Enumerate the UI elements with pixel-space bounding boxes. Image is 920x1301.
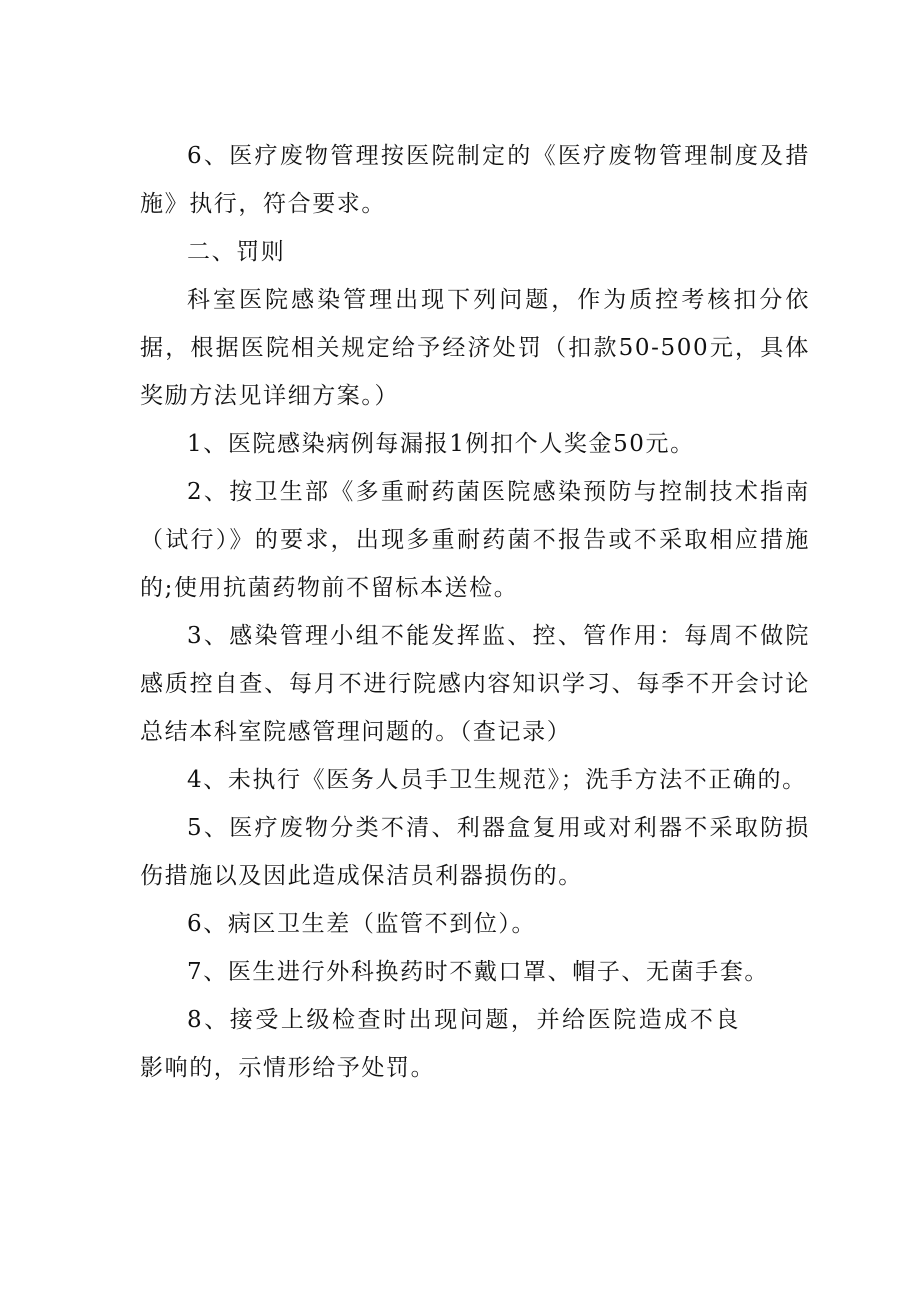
paragraph-penalty-1: 1、医院感染病例每漏报1例扣个人奖金50元。 — [187, 431, 695, 457]
paragraph-penalty-4: 4、未执行《医务人员手卫生规范》；洗手方法不正确的。 — [187, 767, 807, 793]
document-body — [140, 132, 810, 1092]
paragraph-penalty-5: 5、医疗废物分类不清、利器盒复用或对利器不采取防损伤措施以及因此造成保洁员利器损伤的。 — [140, 815, 810, 889]
paragraph-penalty-3: 3、感染管理小组不能发挥监、控、管作用：每周不做院感质控自查、每月不进行院感内容知识学习、每季不开会讨论总结本科室院感管理问题的。（查记录） — [140, 623, 810, 745]
paragraph-penalty-2: 2、按卫生部《多重耐药菌医院感染预防与控制技术指南（试行）》的要求，出现多重耐药菌不报告或不采取相应措施的;使用抗菌药物前不留标本送检。 — [140, 479, 810, 601]
paragraph-penalty-intro: 科室医院感染管理出现下列问题，作为质控考核扣分依据，根据医院相关规定给予经济处罚（扣款50-500元，具体奖励方法见详细方案。） — [140, 287, 810, 409]
paragraph-penalty-7: 7、医生进行外科换药时不戴口罩、帽子、无菌手套。 — [187, 959, 770, 985]
paragraph-penalty-8: 8、接受上级检查时出现问题，并给医院造成不良影响的，示情形给予处罚。 — [140, 1007, 740, 1081]
paragraph-item-6-waste-compliance: 6、医疗废物管理按医院制定的《医疗废物管理制度及措施》执行，符合要求。 — [140, 143, 810, 217]
paragraph-penalty-6: 6、病区卫生差（监管不到位）。 — [187, 911, 537, 937]
section-heading-penalties: 二、罚则 — [187, 239, 286, 265]
